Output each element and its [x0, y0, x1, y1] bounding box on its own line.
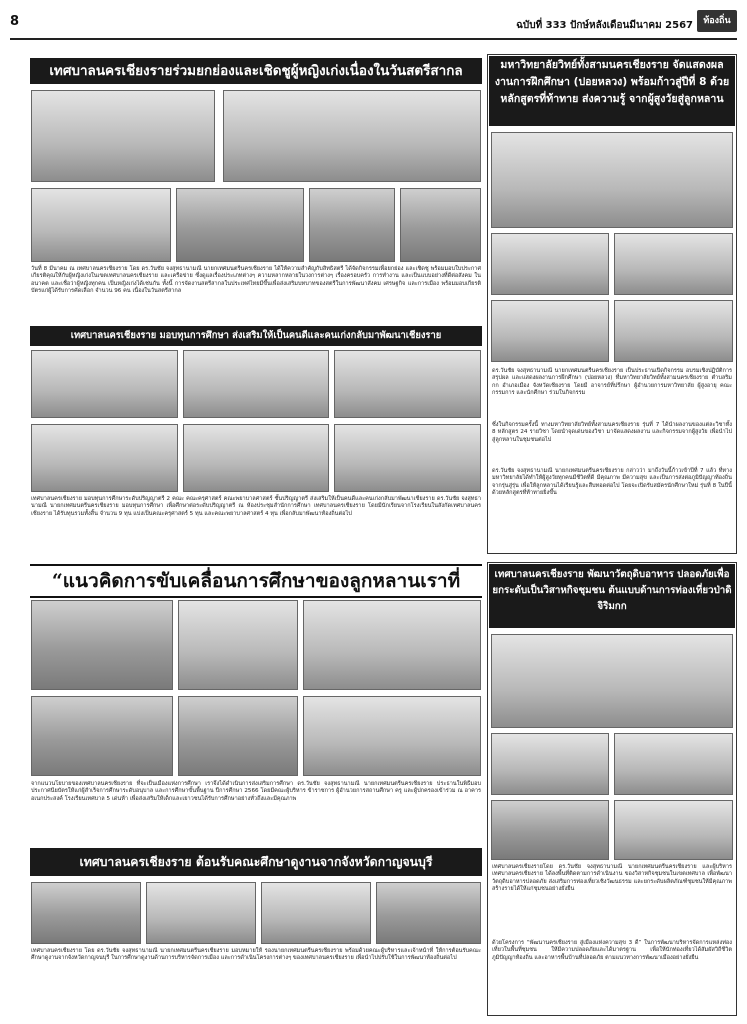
article1-photo-1: [31, 90, 215, 182]
article2-photo-2: [491, 233, 609, 295]
article3-photo-2: [183, 350, 329, 418]
article6-photo-3: [261, 882, 371, 944]
article1-photo-3: [31, 188, 171, 262]
article3-photo-3: [334, 350, 481, 418]
newspaper-logo: ท้องถิ่น: [697, 10, 737, 32]
article5-photo-2: [491, 733, 609, 795]
article5-photo-5: [614, 800, 733, 860]
article4-photo-6: [303, 696, 481, 776]
article3-photo-5: [183, 424, 329, 492]
article3-photo-1: [31, 350, 178, 418]
issue-line: ฉบับที่ 333 ปักษ์หลังเดือนมีนาคม 2567: [516, 20, 693, 31]
page-header: [10, 8, 737, 40]
article3-headline: เทศบาลนครเชียงราย มอบทุนการศึกษา ส่งเสริมให้เป็นคนดีและคนเก่งกลับมาพัฒนาเชียงราย: [30, 326, 482, 346]
article4-photo-4: [31, 696, 173, 776]
article5-body-2: ด้วยโครงการ “พัฒนานครเชียงราย สู่เมืองแห่งความสุข 3 ดี” ในการพัฒนาบริหารจัดการแหล่งท่องเที่ยวในพื้นที่ชุมชน ให้มีความปลอดภัยและได้มาตรฐาน เพื่อให้นักท่องเที่ยวได้สัมผัสวิถีชีวิต ภูมิปัญญาท้องถิ่น และอาหารพื้นบ้านที่ปลอดภัย ตามแนวทางการพัฒนาเมืองอย่างยั่งยืน: [492, 940, 732, 961]
article4-photo-1: [31, 600, 173, 690]
article1-headline: เทศบาลนครเชียงรายร่วมยกย่องและเชิดชูผู้หญิงเก่งเนื่องในวันสตรีสากล: [30, 58, 482, 84]
article1-photo-4: [176, 188, 304, 262]
article2-photo-3: [614, 233, 733, 295]
article2-body-2: ซึ่งในกิจกรรมครั้งนี้ ทางมหาวิทยาลัยวิทย์ทั้งสามนครเชียงราย รุ่นที่ 7 ได้นำผลงานของแต่ละวิชาทั้ง 8 หลักสูตร 24 รายวิชา โดยนำจุดเด่นของวิชา มาจัดแสดงผลงาน และกิจกรรมจากผู้สูงวัย เพื่อนำไปสู่ลูกหลานในชุมชนต่อไป: [492, 422, 732, 443]
article1-photo-6: [400, 188, 481, 262]
article2-photo-1: [491, 132, 733, 228]
article5-photo-3: [614, 733, 733, 795]
article4-photo-5: [178, 696, 298, 776]
article5-body-1: เทศบาลนครเชียงรายโดย ดร.วันชัย จงสุทธานามณี นายกเทศมนตรีนครเชียงราย และผู้บริหารเทศบาลนครเชียงราย ได้ลงพื้นที่ติดตามการดำเนินงาน ของวิสาหกิจชุมชนในเขตเทศบาล เพื่อพัฒนาวัตถุดิบอาหารปลอดภัย ส่งเสริมการท่องเที่ยวเชิงวัฒนธรรม และยกระดับผลิตภัณฑ์ชุมชนให้มีคุณภาพ สร้างรายได้ให้แก่ชุมชนอย่างยั่งยืน: [492, 864, 732, 893]
page-number: 8: [10, 14, 20, 29]
article4-photo-3: [303, 600, 481, 690]
article5-photo-1: [491, 634, 733, 728]
article2-body-1: ดร.วันชัย จงสุทธานามณี นายกเทศมนตรีนครเชียงราย เป็นประธานเปิดกิจกรรม อบรมเชิงปฏิบัติการสรุปผล และแสดงผลงานการฝึกศึกษา (ปอยหลวง) ที่มหาวิทยาลัยวิทย์ทั้งสามนครเชียงราย ตำบลริมกก อำเภอเมือง จังหวัดเชียงราย โดยมี อาจารย์ที่ปรึกษา ผู้อำนวยการมหาวิทยาลัย ผู้สูงอายุ คณะกรรมการ และนักศึกษา ร่วมในกิจกรรม: [492, 368, 732, 397]
article6-photo-4: [376, 882, 481, 944]
article4-photo-2: [178, 600, 298, 690]
article2-body-3: ดร.วันชัย จงสุทธานามณี นายกเทศมนตรีนครเชียงราย กล่าวว่า มาถึงวันนี้ก้าวเข้าปีที่ 7 แล้ว ที่ทางมหาวิทยาลัยได้ทำให้ผู้สูงวัยทุกคนมีชีวิตที่ดี มีคุณภาพ มีความสุข และเป็นการส่งต่อภูมิปัญญาท้องถิ่นจากรุ่นสู่รุ่น เพื่อให้ลูกหลานได้เรียนรู้และสืบทอดต่อไป โดยจะเปิดรับสมัครนักศึกษาใหม่ รุ่นที่ 8 ในปีนี้ ด้วยหลักสูตรที่ท้าทายยิ่งขึ้น: [492, 468, 732, 497]
article1-photo-5: [309, 188, 395, 262]
article1-body: วันที่ 8 มีนาคม ณ เทศบาลนครเชียงราย โดย ดร.วันชัย จงสุทธานามณี นายกเทศมนตรีนครเชียงราย ได้ให้ความสำคัญกับสิทธิสตรี ได้จัดกิจกรรมเพื่อยกย่อง และเชิดชู พร้อมมอบใบประกาศเกียรติคุณให้กับผู้หญิงเก่งในเขตเทศบาลนครเชียงราย และเครือข่าย ซึ่งดูแลเรื่องประเภทต่างๆ ความหลากหลายในวงการต่างๆ เรื่องครอบครัว การทำงาน และเป็นแบบอย่างที่ดีต่อสังคม ในอนาคต และเชื่อว่าผู้หญิงทุกคน เป็นหญิงเก่งได้เช่นกัน ทั้งนี้ การจัดงานสตรีสากลในประเทศไทยมีขึ้นเพื่อส่งเสริมบทบาทของสตรีในการพัฒนาสังคม เศรษฐกิจ และการเมือง พร้อมมอบเกียรติบัตรแก่ผู้ได้รับการคัดเลือก จำนวน 96 คน เนื่องในวันสตรีสากล: [31, 266, 481, 295]
article6-photo-2: [146, 882, 256, 944]
article6-headline: เทศบาลนครเชียงราย ต้อนรับคณะศึกษาดูงานจากจังหวัดกาญจนบุรี: [30, 848, 482, 876]
article3-photo-4: [31, 424, 178, 492]
article6-photo-1: [31, 882, 141, 944]
article1-photo-2: [223, 90, 481, 182]
article2-headline: มหาวิทยาลัยวิทย์ทั้งสามนครเชียงราย จัดแสดงผลงานการฝึกศึกษา (ปอยหลวง) พร้อมก้าวสู่ปีที่ 8 ด้วยหลักสูตรที่ท้าทาย ส่งความรู้ จากผู้สูงวัยสู่ลูกหลาน: [489, 56, 735, 126]
article5-photo-4: [491, 800, 609, 860]
article5-headline: เทศบาลนครเชียงราย พัฒนาวัตถุดิบอาหาร ปลอดภัยเพื่อยกระดับเป็นวิสาหกิจชุมชน ต้นแบบด้านการท่องเที่ยวป่าดิจิริมกก: [489, 564, 735, 628]
article2-photo-4: [491, 300, 609, 362]
article4-headline: “แนวคิดการขับเคลื่อนการศึกษาของลูกหลานเราที่: [30, 564, 482, 598]
article4-body: จากแนวนโยบายของเทศบาลนครเชียงราย ที่จะเป็นเมืองแห่งการศึกษา เราจึงได้ดำเนินการส่งเสริมการศึกษา ดร.วันชัย จงสุทธานามณี นายกเทศมนตรีนครเชียงราย ประธานในพิธีมอบประกาศนียบัตรให้แก่ผู้สำเร็จการศึกษาระดับอนุบาล และการศึกษาขั้นพื้นฐาน ปีการศึกษา 2566 โดยมีคณะผู้บริหาร ข้าราชการ ผู้อำนวยการสถานศึกษา ครู และผู้ปกครองเข้าร่วม ณ อาคารอเนกประสงค์ โรงเรียนเทศบาล 5 เด่นห้า เพื่อส่งเสริมให้เด็กและเยาวชนได้รับการศึกษาอย่างทั่วถึงและมีคุณภาพ: [31, 781, 481, 802]
article2-photo-5: [614, 300, 733, 362]
article3-body: เทศบาลนครเชียงราย มอบทุนการศึกษาระดับปริญญาตรี 2 คณะ คณะครุศาสตร์ คณะพยาบาลศาสตร์ ชั้นปริญญาตรี ส่งเสริมให้เป็นคนดีและคนเก่งกลับมาพัฒนาเชียงราย ดร.วันชัย จงสุทธานามณี นายกเทศมนตรีนครเชียงราย มอบทุนการศึกษา เพื่อศึกษาต่อระดับปริญญาตรี ณ ห้องประชุมสำนักการศึกษา เทศบาลนครเชียงราย โดยมีนักเรียนจากโรงเรียนในสังกัดเทศบาลนครเชียงราย ได้รับทุนรวมทั้งสิ้น จำนวน 9 ทุน แบ่งเป็นคณะครุศาสตร์ 5 ทุน และคณะพยาบาลศาสตร์ 4 ทุน เพื่อกลับมาพัฒนาท้องถิ่นต่อไป: [31, 496, 481, 517]
article6-body: เทศบาลนครเชียงราย โดย ดร.วันชัย จงสุทธานามณี นายกเทศมนตรีนครเชียงราย มอบหมายให้ รองนายกเทศมนตรีนครเชียงราย พร้อมด้วยคณะผู้บริหารและเจ้าหน้าที่ ให้การต้อนรับคณะศึกษาดูงานจากจังหวัดกาญจนบุรี ในการศึกษาดูงานด้านการบริหารจัดการเมือง และการดำเนินโครงการต่างๆ ของเทศบาลนครเชียงราย เพื่อนำไปปรับใช้ในการพัฒนาท้องถิ่นต่อไป: [31, 948, 481, 962]
article3-photo-6: [334, 424, 481, 492]
